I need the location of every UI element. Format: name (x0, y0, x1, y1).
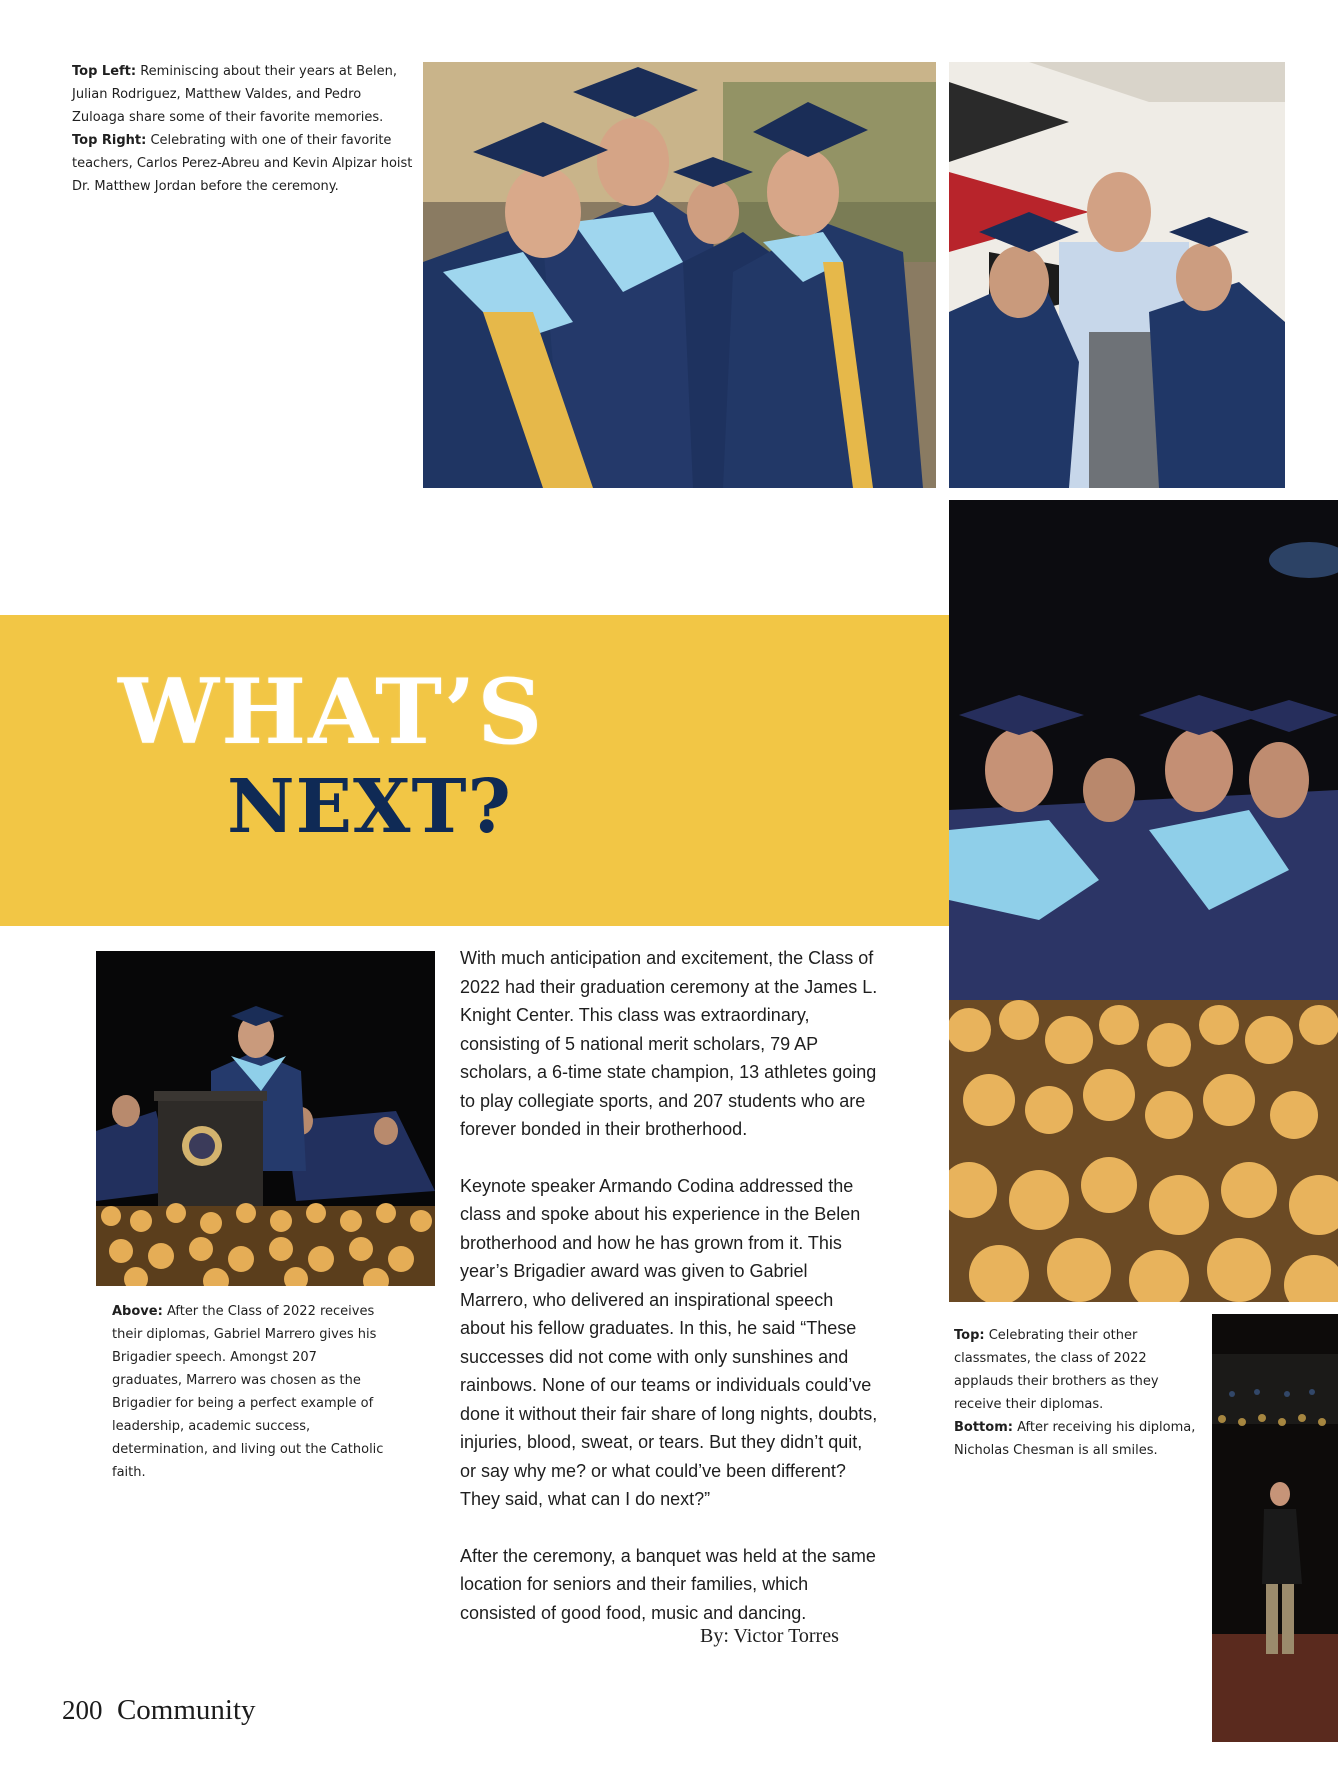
seated-graduates-photo (949, 500, 1338, 1302)
section-name: Community (116, 1694, 256, 1726)
caption-above-text: After the Class of 2022 receives their diplomas, Gabriel Marrero gives his Brigadier speech. Amongst 207 graduates, Marrero was chosen as the Brigadier for being a perfect example of leadership, academic success, determination, and living out the Catholic faith. (112, 1304, 384, 1480)
speech-podium-photo (96, 951, 435, 1286)
page-number: 200 (62, 1695, 103, 1725)
graduates-photo (423, 62, 936, 488)
teacher-hoist-photo (949, 62, 1285, 488)
title-line-next: NEXT? (227, 764, 512, 850)
caption-top-left-label: Top Left: (72, 64, 137, 79)
article-body (460, 944, 880, 1627)
page-folio (62, 1694, 256, 1727)
caption-top-left-text: Reminiscing about their years at Belen, Julian Rodriguez, Matthew Valdes, and Pedro Zuloaga share some of their favorite memories. (72, 64, 398, 125)
caption-right-bottom-label: Bottom: (954, 1420, 1013, 1435)
title-banner (0, 615, 949, 926)
article-paragraph-2: Keynote speaker Armando Codina addressed the class and spoke about his experience in the Belen brotherhood and how he has grown from it. This year’s Brigadier award was given to Gabriel Marrero, who delivered an inspirational speech about his fellow graduates. In this, he said “These successes did not come with only sunshines and rainbows. None of our teams or individuals could’ve done it without their fair share of long nights, doubts, injuries, blood, sweat, or tears. But they didn’t quit, or say why me? or what could’ve been different? They said, what can I do next?” (460, 1175, 878, 1509)
caption-top-right-text: Celebrating with one of their favorite teachers, Carlos Perez-Abreu and Kevin Alpizar hoist Dr. Matthew Jordan before the ceremony. (72, 133, 413, 194)
caption-above-label: Above: (112, 1304, 163, 1319)
title-line-whats: WHAT’S (118, 659, 545, 765)
caption-top-right-label: Top Right: (72, 133, 147, 148)
above-photo-caption (112, 1300, 387, 1484)
caption-right-bottom-text: After receiving his diploma, Nicholas Chesman is all smiles. (954, 1420, 1196, 1458)
right-photos-caption (954, 1324, 1204, 1462)
article-byline: By: Victor Torres (700, 1625, 839, 1647)
top-photos-caption (72, 60, 417, 198)
caption-right-top-label: Top: (954, 1328, 985, 1343)
article-paragraph-3: After the ceremony, a banquet was held at the same location for seniors and their families, which consisted of good food, music and dancing. (460, 1545, 876, 1623)
caption-right-top-text: Celebrating their other classmates, the class of 2022 applauds their brothers as they receive their diplomas. (954, 1328, 1159, 1412)
article-paragraph-1: With much anticipation and excitement, the Class of 2022 had their graduation ceremony at the James L. Knight Center. This class was extraordinary, consisting of 5 national merit scholars, 79 AP scholars, a 6-time state champion, 13 athletes going to play collegiate sports, and 207 students who are forever bonded in their brotherhood. (460, 948, 878, 1139)
diploma-walk-photo (1212, 1314, 1338, 1742)
